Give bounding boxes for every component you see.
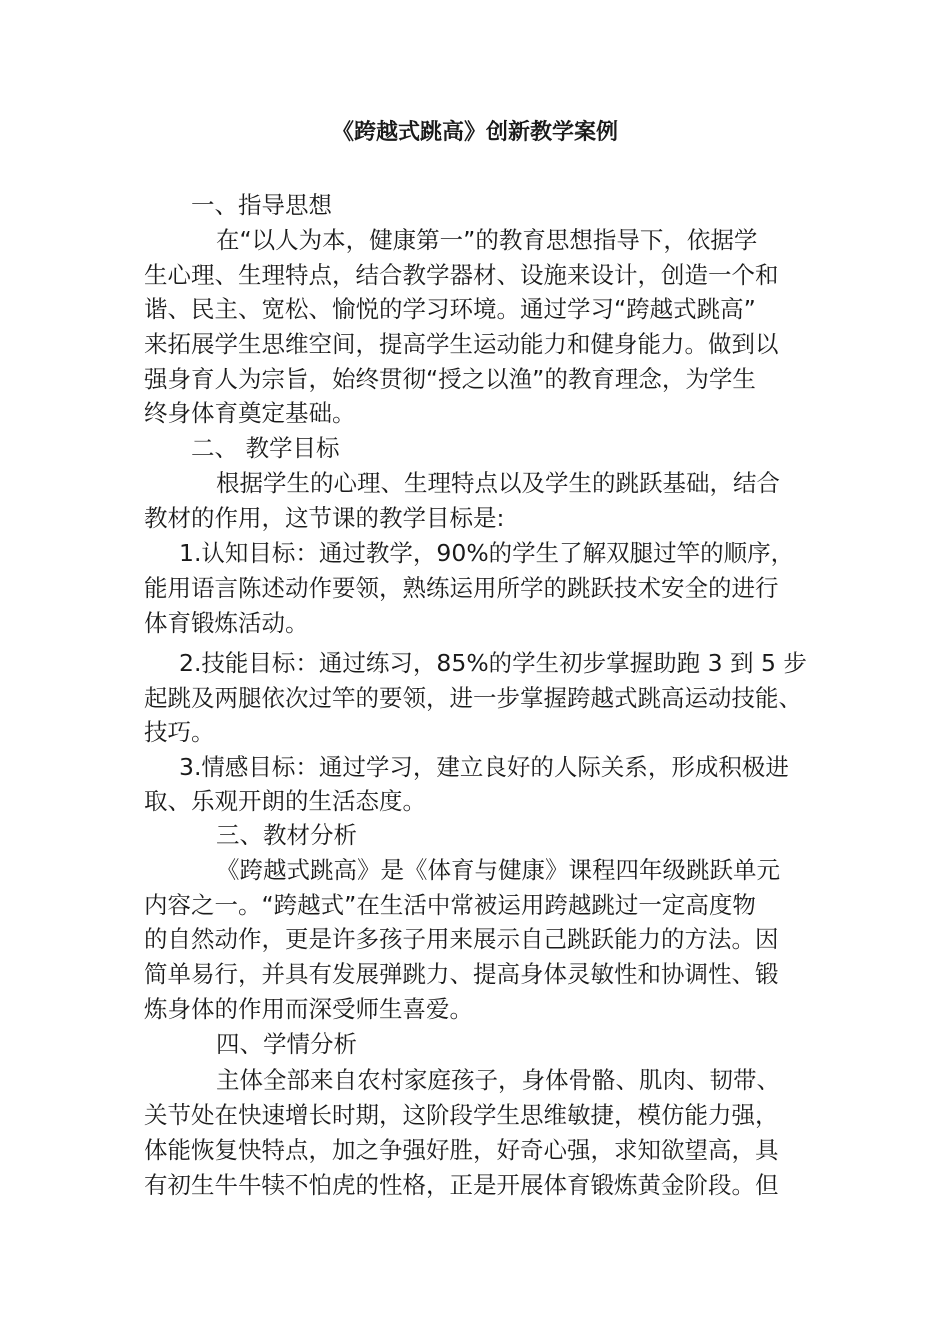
paragraph-line: 生心理、生理特点，结合教学器材、设施来设计，创造一个和 [144, 261, 779, 289]
heading-teaching-goals: 二、 教学目标 [191, 434, 340, 462]
goal-item-skill: 2.技能目标：通过练习，85%的学生初步掌握助跑 3 到 5 步 [179, 649, 807, 677]
paragraph-line: 体育锻炼活动。 [144, 609, 309, 637]
goal-item-cognitive: 1.认知目标：通过教学，90%的学生了解双腿过竿的顺序， [179, 539, 795, 567]
paragraph-line: 体能恢复快特点，加之争强好胜，好奇心强，求知欲望高，具 [144, 1136, 779, 1164]
paragraph-line: 内容之一。“跨越式”在生活中常被运用跨越跳过一定高度物 [144, 891, 756, 919]
heading-learner-analysis: 四、学情分析 [216, 1030, 357, 1058]
paragraph-line: 强身育人为宗旨，始终贯彻“授之以渔”的教育理念，为学生 [144, 365, 756, 393]
paragraph-line: 简单易行，并具有发展弹跳力、提高身体灵敏性和协调性、锻 [144, 960, 779, 988]
paragraph-line: 主体全部来自农村家庭孩子，身体骨骼、肌肉、韧带、 [216, 1066, 780, 1094]
paragraph-line: 根据学生的心理、生理特点以及学生的跳跃基础，结合 [216, 469, 780, 497]
goal-item-emotional: 3.情感目标：通过学习，建立良好的人际关系，形成积极进 [179, 753, 789, 781]
heading-guiding-thought: 一、指导思想 [191, 191, 332, 219]
paragraph-line: 终身体育奠定基础。 [144, 399, 356, 427]
paragraph-line: 能用语言陈述动作要领，熟练运用所学的跳跃技术安全的进行 [144, 574, 779, 602]
paragraph-line: 有初生牛牛犊不怕虎的性格，正是开展体育锻炼黄金阶段。但 [144, 1171, 779, 1199]
paragraph-line: 关节处在快速增长时期，这阶段学生思维敏捷，模仿能力强， [144, 1101, 779, 1129]
paragraph-line: 在“以人为本，健康第一”的教育思想指导下，依据学 [216, 226, 758, 254]
paragraph-line: 教材的作用，这节课的教学目标是: [144, 504, 505, 532]
paragraph-line: 来拓展学生思维空间，提高学生运动能力和健身能力。做到以 [144, 330, 779, 358]
paragraph-line: 的自然动作，更是许多孩子用来展示自己跳跃能力的方法。因 [144, 925, 779, 953]
paragraph-line: 起跳及两腿依次过竿的要领，进一步掌握跨越式跳高运动技能、 [144, 684, 802, 712]
document-title: 《跨越式跳高》创新教学案例 [331, 120, 618, 145]
heading-material-analysis: 三、教材分析 [216, 821, 357, 849]
paragraph-line: 技巧。 [144, 718, 215, 746]
paragraph-line: 谐、民主、宽松、愉悦的学习环境。通过学习“跨越式跳高” [144, 295, 756, 323]
paragraph-line: 《跨越式跳高》是《体育与健康》课程四年级跳跃单元 [216, 856, 780, 884]
paragraph-line: 取、乐观开朗的生活态度。 [144, 787, 426, 815]
paragraph-line: 炼身体的作用而深受师生喜爱。 [144, 995, 473, 1023]
